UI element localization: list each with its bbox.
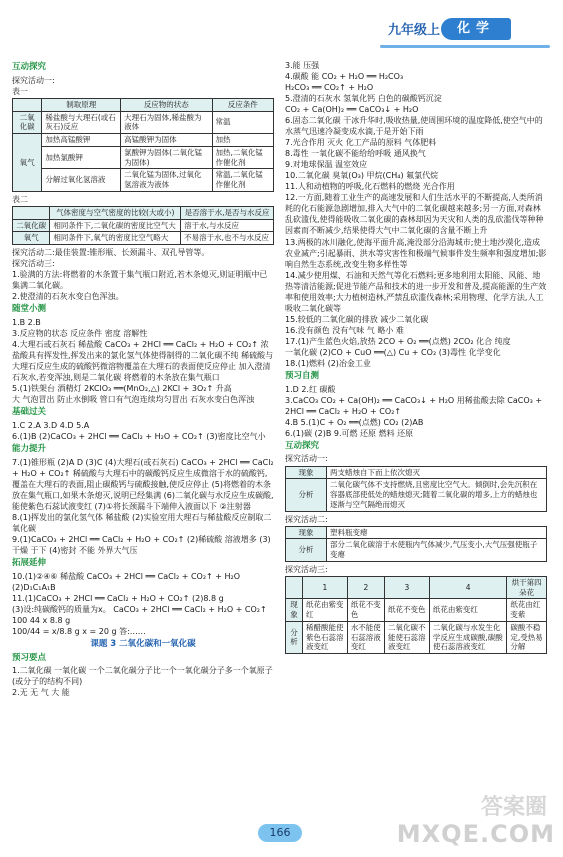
table-header-row: [13, 98, 274, 111]
table-cell: 碳酸不稳定,受热易分解: [507, 621, 547, 653]
answer-line: 6.(1)B (2)CaCO₃ + 2HCl ══ CaCl₂ + H₂O + CO₂↑ (3)密度比空气小: [12, 431, 266, 441]
table-header-cell: [13, 98, 42, 111]
table-cell: 相同条件下,氧气的密度比空气略大: [50, 232, 181, 245]
text-line: 1.验满的方法:将燃着的木条置于集气瓶口附近,若木条熄灭,则证明瓶中已集满二氧化碳。: [12, 270, 268, 291]
table-header-cell: 是否溶于水,是否与水反应: [181, 206, 274, 219]
table-cell: 加热: [212, 134, 274, 147]
text-line: 2.使澄清的石灰水变白色浑浊。: [12, 292, 124, 302]
table-cell: 高锰酸钾为固体: [121, 134, 212, 147]
table-cell: 纸花由红变紫: [507, 599, 547, 622]
table-cell: 现象: [286, 526, 327, 539]
table-cell: 二氧化碳: [13, 111, 42, 134]
answer-line: 3.CaCO₃ CO₂ + Ca(OH)₂ ══ CaCO₃↓ + H₂O 用稀盐酸去除 CaCO₃ + 2HCl ══ CaCl₂ + H₂O + CO₂↑: [285, 395, 543, 416]
table-cell: 两支蜡烛自下而上依次熄灭: [327, 466, 547, 479]
table-row: [286, 479, 547, 511]
answer-line: 18.(1)燃料 (2)冶金工业: [285, 358, 371, 368]
table-candle-experiment: [285, 466, 547, 512]
table-cell: 溶于水,与水反应: [181, 219, 274, 232]
answer-line: 4.B 5.(1)C + O₂ ══(点燃) CO₂ (2)AB: [285, 417, 424, 427]
table-row: [286, 539, 547, 562]
text-line: 探究活动三:: [285, 564, 328, 574]
table-row: [286, 526, 547, 539]
page-header: [0, 0, 563, 58]
table-cell: 纸花不变色: [385, 599, 430, 622]
table-gas-preparation: [12, 98, 274, 192]
table-header-cell: 4: [429, 576, 507, 599]
table-cell: 分解过氧化氢溶液: [42, 169, 121, 192]
section-title: 基础过关: [12, 407, 47, 418]
table-header-cell: 2: [347, 576, 384, 599]
table-cell: 二氧化锰为固体,过氧化氢溶液为液体: [121, 169, 212, 192]
table-cell: 分析: [286, 479, 327, 511]
answer-line: 4.大理石或石灰石 稀盐酸 CaCO₃ + 2HCl ══ CaCl₂ + H₂O + CO₂↑ 浓盐酸具有挥发性,挥发出来的氯化氢气体使得制得的二氧化碳不纯 稀硫酸与大理石反应生成的硫酸钙微溶物覆盖在大理石的表面使反应停止 加入澄清石灰水,若变浑浊,则是二氧化碳 将燃着的木条放在集气瓶口: [12, 340, 274, 383]
table-row: [286, 466, 547, 479]
answer-line: CO₂ + Ca(OH)₂ ══ CaCO₃↓ + H₂O: [285, 105, 419, 115]
table-gas-properties: [12, 206, 274, 245]
answer-line: 8.毒性 一氧化碳不能给给呼吸 通风换气: [285, 149, 426, 159]
table-row: [13, 146, 274, 169]
answer-line: 4.碳酸 能 CO₂ + H₂O ══ H₂CO₃: [285, 72, 404, 82]
answer-line: 大 气泡冒出 防止水倒吸 管口有气泡连续均匀冒出 石灰水变白色浑浊: [12, 395, 255, 405]
answer-line: H₂CO₃ ══ CO₂↑ + H₂O: [285, 83, 374, 93]
answer-line: 7.(1)锥形瓶 (2)A D (3)C (4)大理石(或石灰石) CaCO₃ + 2HCl ══ CaCl₂ + H₂O + CO₂↑ 稀硫酸与大理石中的碳酸钙反应生成微溶于水的硫酸钙,覆盖在大理石的表面,阻止碳酸钙与硫酸接触,使反应停止 (5)将燃着的木条放在集气瓶口,如果木条熄灭,说明已经集满 (6)二氧化碳与水反应生成碳酸,能使紫色石蕊试液变红 (7)①将长颈漏斗下端伸入液面以下 ②注射器: [12, 457, 274, 511]
watermark-logo-text: 答案圈: [480, 794, 547, 820]
table-litmus-flower-experiment: [285, 576, 547, 654]
answer-line: 1.D 2.红 碳酸: [285, 384, 336, 394]
table-cell: 稀盐酸与大理石(或石灰石)反应: [42, 111, 121, 134]
table-cell: 纸花不变色: [347, 599, 384, 622]
table-row: [13, 134, 274, 147]
section-title: 预习自测: [285, 370, 320, 381]
answer-line: 1.C 2.A 3.D 4.D 5.A: [12, 420, 90, 430]
table-cell: 部分二氧化碳溶于水使瓶内气体减少,气压变小,大气压强使瓶子变瘪: [327, 539, 547, 562]
text-line: 表一: [12, 86, 28, 96]
answer-line: 1.B 2.B: [12, 317, 41, 327]
answer-line: 11.人和动植物的呼吸,化石燃料的燃烧 光合作用: [285, 182, 455, 192]
table-cell: 不易溶于水,也不与水反应: [181, 232, 274, 245]
table-cell: 分析: [286, 621, 303, 653]
left-column: [12, 60, 274, 698]
header-subject: 化学: [441, 18, 511, 40]
table-header-cell: 反应物的状态: [121, 98, 212, 111]
table-row: [13, 219, 274, 232]
page-number: 166: [258, 824, 302, 842]
answer-line: 16.没有颜色 没有气味 气 略小 难: [285, 325, 404, 335]
table-cell: 二氧化碳不能使石蕊溶液变红: [385, 621, 430, 653]
table-cell: 分析: [286, 539, 327, 562]
answer-line: 9.对地球保温 温室效应: [285, 160, 368, 170]
table-cell: 现象: [286, 599, 303, 622]
table-header-cell: [286, 576, 303, 599]
table-cell: 纸花由紫变红: [429, 599, 507, 622]
table-cell: 常温: [212, 111, 274, 134]
answer-line: 5.(1)铁架台 酒精灯 2KClO₃ ══(MnO₂,△) 2KCl + 3O₂↑ 升高: [12, 384, 232, 394]
answer-line: 9.(1)CaCO₃ + 2HCl ══ CaCl₂ + H₂O + CO₂↑ (2)稀硫酸 溶液增多 (3)干燥 于下 (4)密封 不能 外界大气压: [12, 534, 271, 555]
table-cell: 加热,二氧化锰作催化剂: [212, 146, 274, 169]
table-row: [13, 111, 274, 134]
text-line: 表二: [12, 194, 28, 204]
table-cell: 现象: [286, 466, 327, 479]
table-cell: 稀醋酸能使紫色石蕊溶液变红: [303, 621, 348, 653]
answer-line: 3.能 压强: [285, 61, 320, 70]
section-title: 互动探究: [12, 62, 47, 72]
answer-line: 一氧化碳 (2)CO + CuO ══(△) Cu + CO₂ (3)毒性 化学变化: [285, 347, 501, 357]
table-cell: 常温,二氧化锰作催化剂: [212, 169, 274, 192]
table-cell: 氧气: [13, 232, 50, 245]
answer-line: 3.反应物的状态 反应条件 密度 溶解性: [12, 328, 148, 338]
table-header-cell: 制取原理: [42, 98, 121, 111]
section-title: 随堂小测: [12, 304, 47, 315]
text-line: 探究活动二:最佳装置:锥形瓶、长颈漏斗、双孔导管等。: [12, 248, 210, 258]
watermark-url: MXQE.COM: [396, 819, 555, 848]
answer-line: 5.澄清的石灰水 氢氧化钙 白色的碳酸钙沉淀: [285, 94, 442, 104]
answer-line: 13.两极的冰川融化,使海平面升高,淹没部分沿海城市;使土地沙漠化,造成农业减产;引起暴雨、洪水等灾害性和极端气候事件发生频率和强度增加;影响自然生态系统,改变生物多样性等: [285, 237, 547, 269]
table-cell: 二氧化碳: [13, 219, 50, 232]
answer-line: 10.二氧化碳 臭氧(O₃) 甲烷(CH₄) 氟氯代烷: [285, 171, 439, 181]
section-title: 互动探究: [285, 440, 320, 451]
answer-line: 7.光合作用 灭火 化工产品的原料 气体肥料: [285, 138, 437, 148]
table-cell: 二氧化碳与水发生化学反应生成碳酸,碳酸使石蕊溶液变红: [429, 621, 507, 653]
answer-line: (3)设:纯碳酸钙的质量为x。 CaCO₃ + 2HCl ══ CaCl₂ + H₂O + CO₂↑ 100 44 x 8.8 g: [12, 604, 267, 625]
table-cell: 氧气: [13, 134, 42, 192]
text-line: 探究活动二:: [285, 514, 328, 524]
table-row: [13, 232, 274, 245]
table-bottle-experiment: [285, 526, 547, 562]
table-header-cell: 反应条件: [212, 98, 274, 111]
answer-line: 8.(1)挥发出的氯化氢气体 稀盐酸 (2)实验室用大理石与稀盐酸反应制取二氧化碳: [12, 512, 272, 533]
answer-line: 11.(1)CaCO₃ + 2HCl ══ CaCl₂ + H₂O + CO₂↑ (2)8.8 g: [12, 593, 224, 603]
answer-line: 14.减少使用煤、石油和天然气等化石燃料;更多地利用太阳能、风能、地热等清洁能源;促进节能产品和技术的进一步开发和普及,提高能源的生产效率和使用效率;大力植树造林,严禁乱砍滥伐森林;采用物理、化学方法,人工吸收二氧化碳等: [285, 270, 547, 313]
table-header-cell: 1: [303, 576, 348, 599]
table-row: [13, 169, 274, 192]
table-header-cell: 3: [385, 576, 430, 599]
answer-line: 1.二氧化碳 一氧化碳 一个二氧化碳分子比一个一氧化碳分子多一个氧原子(或分子的结构不同): [12, 666, 273, 687]
header-rule: [380, 45, 550, 48]
answer-line: 100/44 = x/8.8 g x = 20 g 答:……: [12, 626, 146, 636]
table-header-row: [13, 206, 274, 219]
table-cell: 氯酸钾为固体(二氧化锰为固体): [121, 146, 212, 169]
answer-line: 6.固态二氧化碳 干冰升华时,吸收热量,使周围环境的温度降低,使空气中的水蒸气迅速冷凝变成水滴,于是开始下雨: [285, 116, 543, 137]
table-cell: 大理石为固体,稀盐酸为液体: [121, 111, 212, 134]
table-cell: 纸花由紫变红: [303, 599, 348, 622]
answer-line: 17.(1)产生蓝色火焰,放热 2CO + O₂ ══(点燃) 2CO₂ 化合 纯度: [285, 336, 511, 346]
section-title: 预习要点: [12, 652, 47, 663]
table-row: [286, 621, 547, 653]
table-header-cell: [13, 206, 50, 219]
answer-line: 12.一方面,随着工业生产的高速发展和人们生活水平的不断提高,人类所消耗的化石能源急剧增加,排入大气中的二氧化碳越来越多;另一方面,对森林乱砍滥伐,使得能吸收二氧化碳的森林却因为天灾和人类的乱砍滥伐等种种因素而不断减少,结果使得大气中二氧化碳的含量不断上升: [285, 193, 544, 236]
answer-line: 2.无 无 气 大 能: [12, 688, 70, 698]
table-cell: 相同条件下,二氧化碳的密度比空气大: [50, 219, 181, 232]
lesson-title: 课题 3 二氧化碳和一氧化碳: [90, 638, 196, 649]
table-header-cell: 烘干第四朵花: [507, 576, 547, 599]
section-title: 拓展延伸: [12, 557, 47, 568]
table-header-row: [286, 576, 547, 599]
table-cell: 二氧化碳气体不支持燃烧,且密度比空气大。倾倒时,会先沉积在容器底部使低处的蜡烛熄灭;随着二氧化碳的增多,上方的蜡烛也逐渐与空气隔绝而熄灭: [327, 479, 547, 511]
section-title: 能力提升: [12, 443, 47, 454]
header-grade: 九年级上: [388, 23, 441, 38]
answer-line: (2)D₁C₁A₁B: [12, 582, 56, 592]
right-column: [285, 60, 547, 656]
table-row: [286, 599, 547, 622]
answer-line: 15.较低的二氧化碳的排放 减少二氧化碳: [285, 314, 429, 324]
table-header-cell: 气体密度与空气密度的比较(大或小): [50, 206, 181, 219]
answer-line: 6.(1)碳 (2)B 9.可燃 还原 燃料 还原: [285, 428, 414, 438]
table-cell: 水不能使石蕊溶液变红: [347, 621, 384, 653]
table-cell: 加热高锰酸钾: [42, 134, 121, 147]
text-line: 探究活动三:: [12, 259, 55, 269]
answer-line: 10.(1)②④⑥ 稀盐酸 CaCO₃ + 2HCl ══ CaCl₂ + CO₂↑ + H₂O: [12, 571, 241, 581]
table-cell: 加热氯酸钾: [42, 146, 121, 169]
text-line: 探究活动一:: [12, 75, 55, 85]
text-line: 探究活动一:: [285, 454, 328, 464]
table-cell: 塑料瓶变瘪: [327, 526, 547, 539]
